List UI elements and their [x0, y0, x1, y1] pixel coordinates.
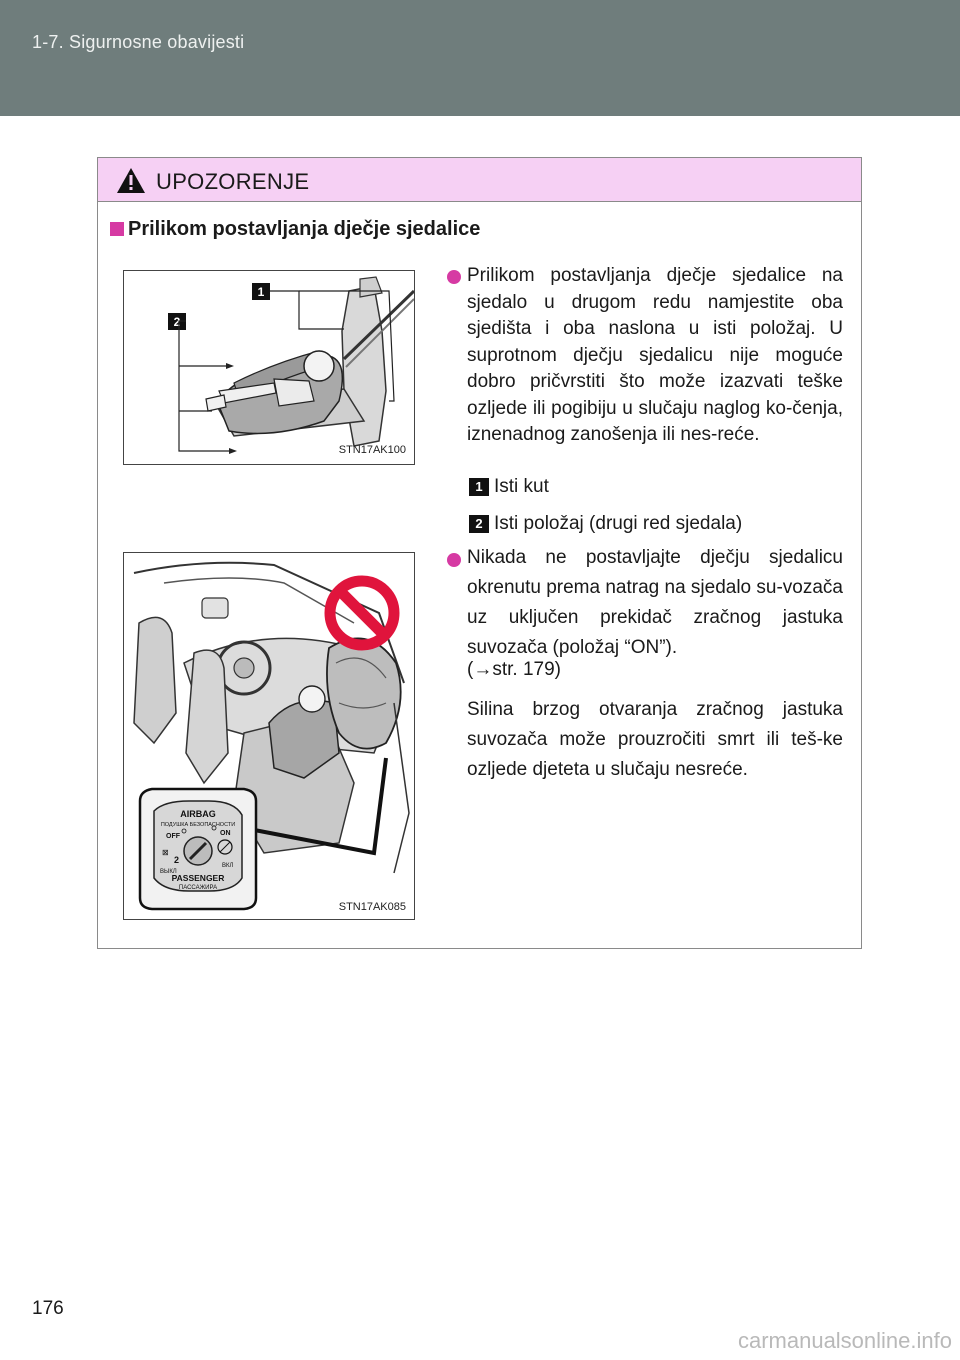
airbag-interior-illustration: [124, 553, 415, 920]
callout-2: 2: [173, 315, 181, 329]
switch-off-label-ru: ВЫКЛ: [160, 869, 177, 875]
watermark: carmanualsonline.info: [737, 1328, 952, 1353]
switch-title: AIRBAG: [180, 809, 216, 819]
paragraph-airbag-danger: Silina brzog otvaranja zračnog jastuka suvozača može prouzročiti smrt ili teš-ke ozljede djeteta u slučaju nesreće.: [467, 699, 843, 780]
page-reference: (→str. 179): [467, 659, 561, 680]
legend-number-1: 1: [469, 478, 489, 496]
legend-text-2: Isti položaj (drugi red sjedala): [494, 513, 743, 534]
switch-passenger-label-ru: ПАССАЖИРА: [178, 885, 218, 891]
warning-label: UPOZORENJE: [156, 169, 310, 194]
page-number: 176: [32, 1298, 64, 1319]
header-title: 1-7. Sigurnosne obavijesti: [32, 32, 245, 52]
header-bar: [0, 0, 960, 116]
seat-alignment-illustration: [124, 271, 415, 465]
legend-text-1: Isti kut: [494, 476, 549, 497]
callout-1: 1: [257, 285, 265, 299]
section-title: Prilikom postavljanja dječje sjedalice: [128, 218, 481, 240]
figure-code: STN17AK085: [338, 901, 406, 913]
airbag-off-icon: ⊠: [162, 848, 169, 857]
figure-seat-alignment: [123, 270, 415, 465]
item-bullet-icon: [447, 270, 461, 284]
switch-title-ru: ПОДУШКА БЕЗОПАСНОСТИ: [160, 822, 236, 828]
item-bullet-icon: [447, 553, 461, 567]
figure-code: STN17AK100: [338, 444, 406, 456]
switch-on-label: ON: [220, 830, 231, 837]
switch-passenger-label: PASSENGER: [171, 873, 225, 883]
warning-triangle-icon: [116, 167, 146, 194]
paragraph-rear-facing-warning: Nikada ne postavljajte dječju sjedalicu okrenutu prema natrag na sjedalo su-vozača uz uključen prekidač zračnog jastuka suvozača (položaj “ON”).: [467, 547, 844, 658]
switch-off-label: OFF: [166, 833, 180, 840]
legend-number-2: 2: [469, 515, 489, 533]
figure-airbag-warning: [123, 552, 415, 920]
switch-icon-number: 2: [174, 855, 180, 865]
section-bullet-icon: [110, 222, 124, 236]
paragraph-install-seat: Prilikom postavljanja dječje sjedalice na sjedalo u drugom redu namjestite oba sjedišta i oba naslona u isti položaj. U suprotnom dječju sjedalicu nije moguće dobro pričvrstiti što može izazvati teške ozljede ili pogibiju u slučaju naglog ko-čenja, iznenadnog zanošenja ili nes-reće.: [467, 265, 843, 445]
warning-header: [98, 158, 861, 202]
switch-on-label-ru: ВКЛ: [222, 863, 234, 869]
